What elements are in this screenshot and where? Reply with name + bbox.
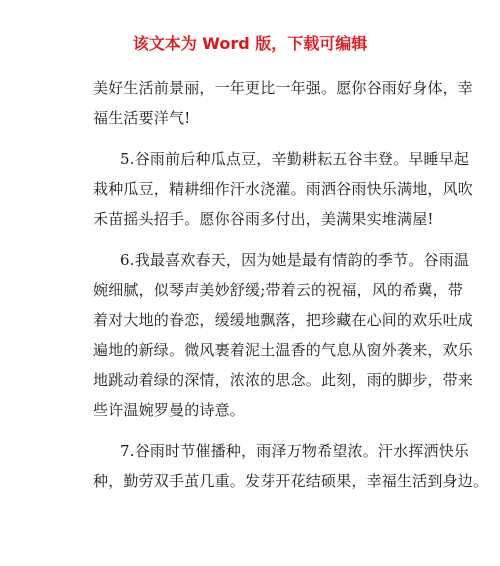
paragraph-line: 7.谷雨时节催播种，雨泽万物希望浓。汗水挥洒快乐 — [120, 442, 470, 460]
document-header: 该文本为 Word 版，下载可编辑 — [132, 34, 368, 53]
paragraph-line: 栽种瓜豆，精耕细作汗水浇灌。雨洒谷雨快乐满地，风吹 — [93, 180, 474, 198]
paragraph-line: 遍地的新绿。微风裹着泥土温香的气息从窗外袭来，欢乐 — [93, 341, 474, 359]
paragraph-line: 5.谷雨前后种瓜点豆，辛勤耕耘五谷丰登。早睡早起 — [120, 150, 470, 168]
paragraph-line: 些许温婉罗曼的诗意。 — [93, 401, 246, 419]
paragraph-line: 美好生活前景丽，一年更比一年强。愿你谷雨好身体，幸 — [93, 79, 474, 97]
paragraph-line: 地跳动着绿的深情，浓浓的思念。此刻，雨的脚步，带来 — [93, 371, 474, 389]
paragraph-4 — [93, 436, 489, 496]
paragraph-line: 6.我最喜欢春天，因为她是最有情韵的季节。谷雨温 — [120, 251, 470, 269]
paragraph-line: 着对大地的眷恋，缓缓地飘落，把珍藏在心间的欢乐吐成 — [93, 311, 474, 329]
paragraph-line: 婉细腻，似琴声美妙舒缓;带着云的祝福，风的希冀，带 — [93, 281, 464, 299]
paragraph-1 — [93, 73, 474, 133]
document-body — [93, 73, 489, 496]
paragraph-2 — [93, 144, 474, 234]
paragraph-line: 福生活要洋气! — [93, 109, 191, 127]
paragraph-3 — [93, 245, 474, 425]
paragraph-line: 禾苗摇头招手。愿你谷雨多付出，美满果实堆满屋! — [93, 210, 434, 228]
paragraph-line: 种，勤劳双手茧几重。发芽开花结硕果，幸福生活到身边。 — [93, 472, 489, 490]
